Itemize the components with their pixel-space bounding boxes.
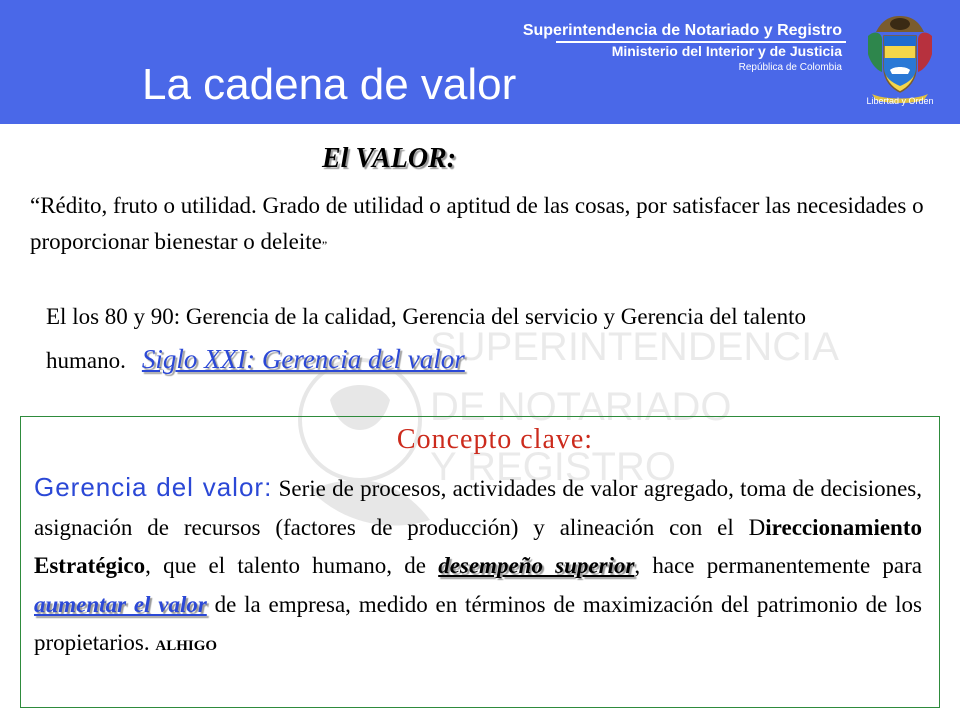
definition-text: Rédito, fruto o utilidad. Grado de utilidad o aptitud de las cosas, por satisfacer las necesidades o proporcionar bienestar o deleite [30,193,924,254]
concept-strong-initial: D [748,514,766,540]
organization-block [523,22,842,73]
slide-title: La cadena de valor [142,60,517,109]
open-quote: “ [30,193,41,218]
concept-term: Gerencia del valor [34,472,265,502]
watermark-text-line1: SUPERINTENDENCIA [430,325,839,369]
concept-text-part2a: , que el talento humano, de [145,553,439,579]
concept-emphasis-aumentar: aumentar el valor [34,591,207,617]
concept-text-part3: de la empresa, medido en términos de maximización del patrimonio de los propietarios. [34,591,922,656]
org-name: Superintendencia de Notariado y Registro [522,22,842,39]
author-signature: ALHIGO [155,638,218,655]
concept-title: Concepto clave: [396,424,594,455]
concept-strong-term: ireccionamiento Estratégico [34,514,922,579]
concept-text-part2b: , hace permanentemente para [634,553,923,579]
seal-motto: Libertad y Orden [866,96,934,106]
org-country: República de Colombia [738,62,842,73]
siglo-xxi-highlight: Siglo XXI: Gerencia del valor [141,344,465,374]
org-ministry: Ministerio del Interior y de Justicia [611,43,842,59]
concept-emphasis-desempeno: desempeño superior [438,553,635,579]
watermark-text-line2: DE NOTARIADO [430,385,732,429]
concept-definition [34,468,922,666]
concept-text-part1: Serie de procesos, actividades de valor agregado, toma de decisiones, asignación de recursos (factores de producción) y alineación con el [34,476,923,540]
org-divider [556,41,846,43]
history-text: El los 80 y 90: Gerencia de la calidad, Gerencia del servicio y Gerencia del talento humano. [46,304,806,373]
watermark-text-line3: Y REGISTRO [430,445,676,489]
close-quote: ” [321,238,328,252]
valor-heading: El VALOR: [322,143,457,174]
concept-colon: : [264,472,273,502]
valor-definition [30,188,945,263]
history-paragraph [46,296,926,382]
